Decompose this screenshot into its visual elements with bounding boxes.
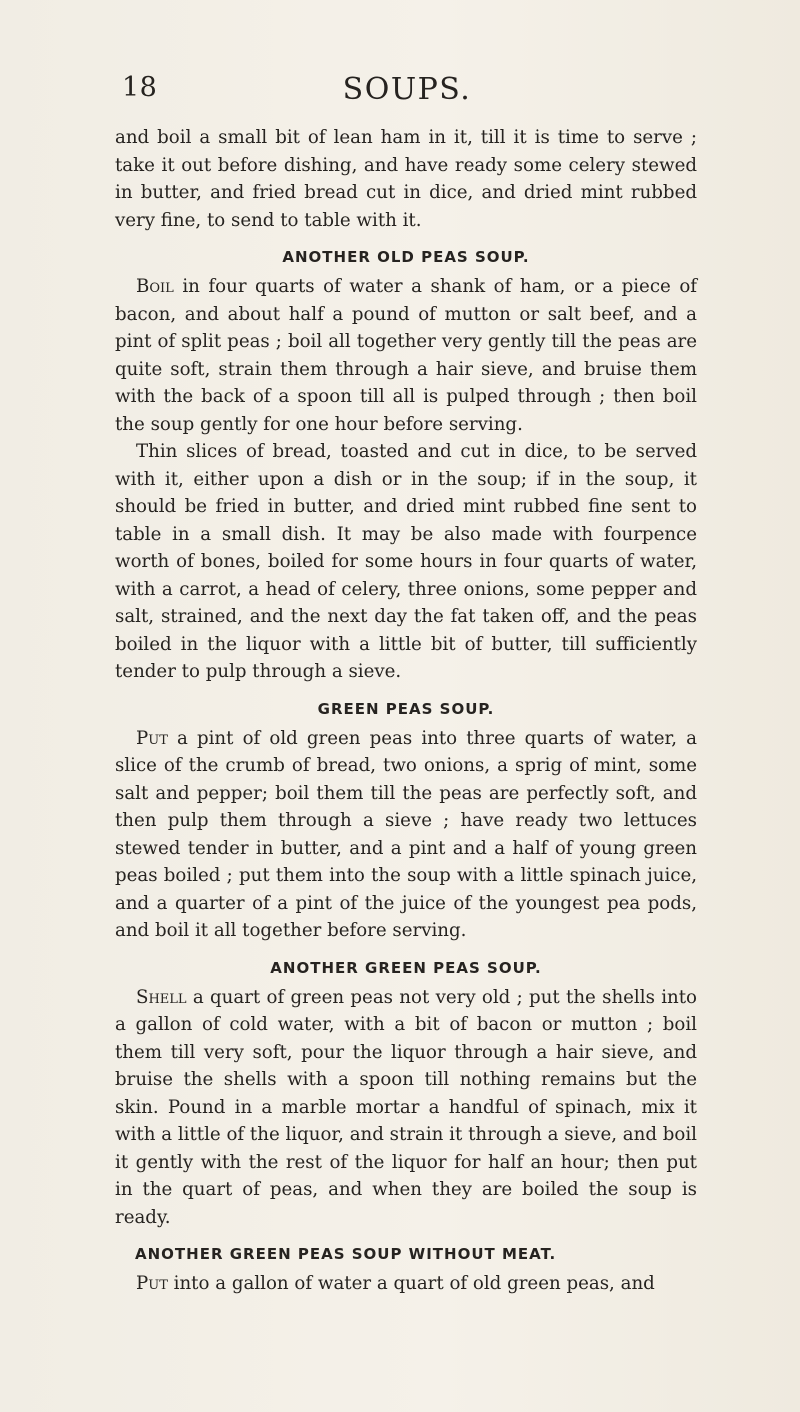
recipe-heading-green-peas-soup: GREEN PEAS SOUP. [317,699,495,718]
recipe-paragraph [115,273,697,438]
lead-word: Put [136,1273,168,1294]
page-number: 18 [122,72,158,103]
recipe-text: a quart of green peas not very old ; put the shells into a gallon of cold water, with a bit of bacon or mutton ; boil them till very soft, pour the liquor through a hair sieve, and bruise the shells with a spoon till nothing remains but the skin. Pound in a marble mortar a handful of spinach, mix it with a little of the liquor, and strain it through a sieve, and boil it gently with the rest of the liquor for half an hour; then put in the quart of peas, and when they are boiled the soup is ready. [115,986,697,1228]
page-body [115,124,697,1298]
recipe-text: into a gallon of water a quart of old green peas, and [167,1273,655,1294]
lead-word: Shell [136,986,187,1008]
recipe-heading-another-green-peas-soup: ANOTHER GREEN PEAS SOUP. [270,958,542,977]
recipe-heading-green-peas-soup-without-meat: ANOTHER GREEN PEAS SOUP WITHOUT MEAT. [135,1245,557,1263]
recipe-paragraph [115,1270,697,1298]
recipe-heading-another-old-peas-soup: ANOTHER OLD PEAS SOUP. [282,248,530,266]
page-header [122,72,682,112]
recipe-paragraph [115,725,697,945]
lead-word: Put [136,727,168,749]
continued-paragraph: and boil a small bit of lean ham in it, till it is time to serve ; take it out before dishing, and have ready some celery stewed in butter, and fried bread cut in dice, and dried mint rubbed very fine, to send to table with it. [115,127,697,231]
recipe-paragraph-note: Thin slices of bread, toasted and cut in dice, to be served with it, either upon a dish or in the soup; if in the soup, it should be fried in butter, and dried mint rubbed fine sent to table in a small dish. It may be also made with fourpence worth of bones, boiled for some hours in four quarts of water, with a carrot, a head of celery, three onions, some pepper and salt, strained, and the next day the fat taken off, and the peas boiled in the liquor with a little bit of butter, till sufficiently tender to pulp through a sieve. [115,441,697,682]
recipe-text: a pint of old green peas into three quarts of water, a slice of the crumb of bread, two onions, a sprig of mint, some salt and pepper; boil them till the peas are perfectly soft, and then pulp them through a sieve ; have ready two lettuces stewed tender in butter, and a pint and a half of young green peas boiled ; put them into the soup with a little spinach juice, and a quarter of a pint of the juice of the youngest pea pods, and boil it all together before serving. [115,727,697,941]
recipe-text: in four quarts of water a shank of ham, or a piece of bacon, and about half a pound of mutton or salt beef, and a pint of split peas ; boil all together very gently till the peas are quite soft, strain them through a hair sieve, and bruise them with the back of a spoon till all is pulped through ; then boil the soup gently for one hour before serving. [115,276,697,435]
lead-word: Boil [136,276,174,297]
recipe-paragraph [115,984,697,1232]
running-title: SOUPS. [342,72,472,107]
